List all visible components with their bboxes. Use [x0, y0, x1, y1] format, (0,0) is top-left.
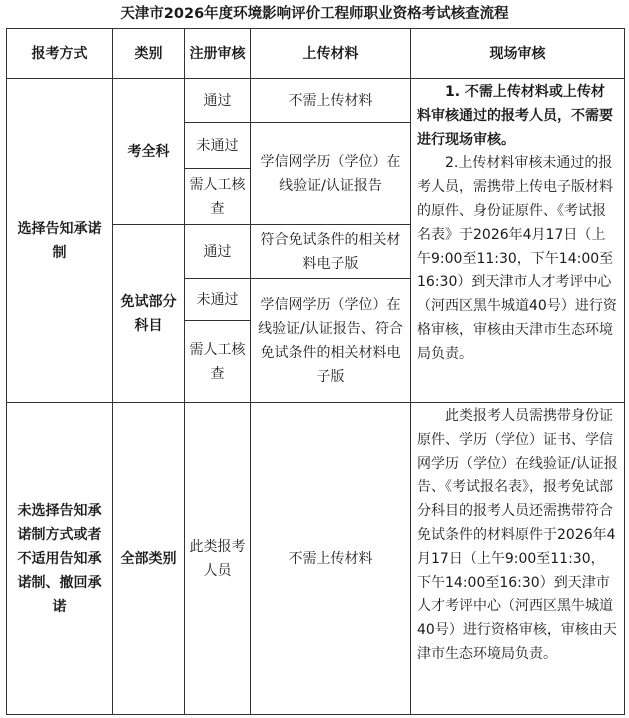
table-row — [7, 79, 625, 123]
header-method: 报考方式 — [7, 29, 113, 79]
review-process-table — [6, 28, 625, 715]
header-row — [7, 29, 625, 79]
upload-material-cell: 不需上传材料 — [251, 403, 411, 715]
reg-status-cell: 通过 — [185, 79, 251, 123]
page-title: 天津市2026年度环境影响评价工程师职业资格考试核查流程 — [120, 6, 509, 22]
header-onsite: 现场审核 — [411, 29, 625, 79]
onsite-paragraph-3: 此类报考人员需携带身份证原件、学历（学位）证书、学信网学历（学位）在线验证/认证报告、《考试报名表》，报考免试部分科目的报考人员还需携带符合免试条件的材料原件于2026年4月17日（上午9:00至11:30，下午14:00至16:30）到天津市人才考评中心（河西区黑牛城道40号）进行资格审核，审核由天津市生态环境局负责。 — [417, 408, 618, 662]
onsite-paragraph-1: 1. 不需上传材料或上传材料审核通过的报考人员，不需要进行现场审核。 — [417, 84, 613, 148]
reg-status-cell: 需人工核查 — [185, 169, 251, 225]
onsite-paragraph-2: 2.上传材料审核未通过的报考人员，需携带上传电子版材料的原件、身份证原件、《考试报名表》于2026年4月17日（上午9:00至11:30，下午14:00至16:30）到天津市人才考评中心（河西区黑牛城道40号）进行资格审核，审核由天津市生态环境局负责。 — [417, 155, 617, 362]
reg-status-cell: 未通过 — [185, 123, 251, 169]
header-upload: 上传材料 — [251, 29, 411, 79]
method-non-commit: 未选择告知承诺制方式或者不适用告知承诺制、撤回承诺 — [7, 403, 113, 715]
category-all: 全部类别 — [113, 403, 185, 715]
upload-material-cell: 符合免试条件的相关材料电子版 — [251, 225, 411, 279]
reg-status-cell: 通过 — [185, 225, 251, 279]
table-row — [7, 403, 625, 715]
method-commit: 选择告知承诺制 — [7, 79, 113, 403]
onsite-commit-cell — [411, 79, 625, 403]
header-reg-review: 注册审核 — [185, 29, 251, 79]
upload-material-cell: 学信网学历（学位）在线验证/认证报告 — [251, 123, 411, 225]
upload-material-cell: 不需上传材料 — [251, 79, 411, 123]
reg-status-cell: 需人工核查 — [185, 321, 251, 403]
reg-status-cell: 此类报考人员 — [185, 403, 251, 715]
reg-status-cell: 未通过 — [185, 279, 251, 321]
category-exempt: 免试部分科目 — [113, 225, 185, 403]
header-category: 类别 — [113, 29, 185, 79]
upload-material-cell: 学信网学历（学位）在线验证/认证报告、符合免试条件的相关材料电子版 — [251, 279, 411, 403]
onsite-non-commit-cell — [411, 403, 625, 715]
category-full: 考全科 — [113, 79, 185, 225]
